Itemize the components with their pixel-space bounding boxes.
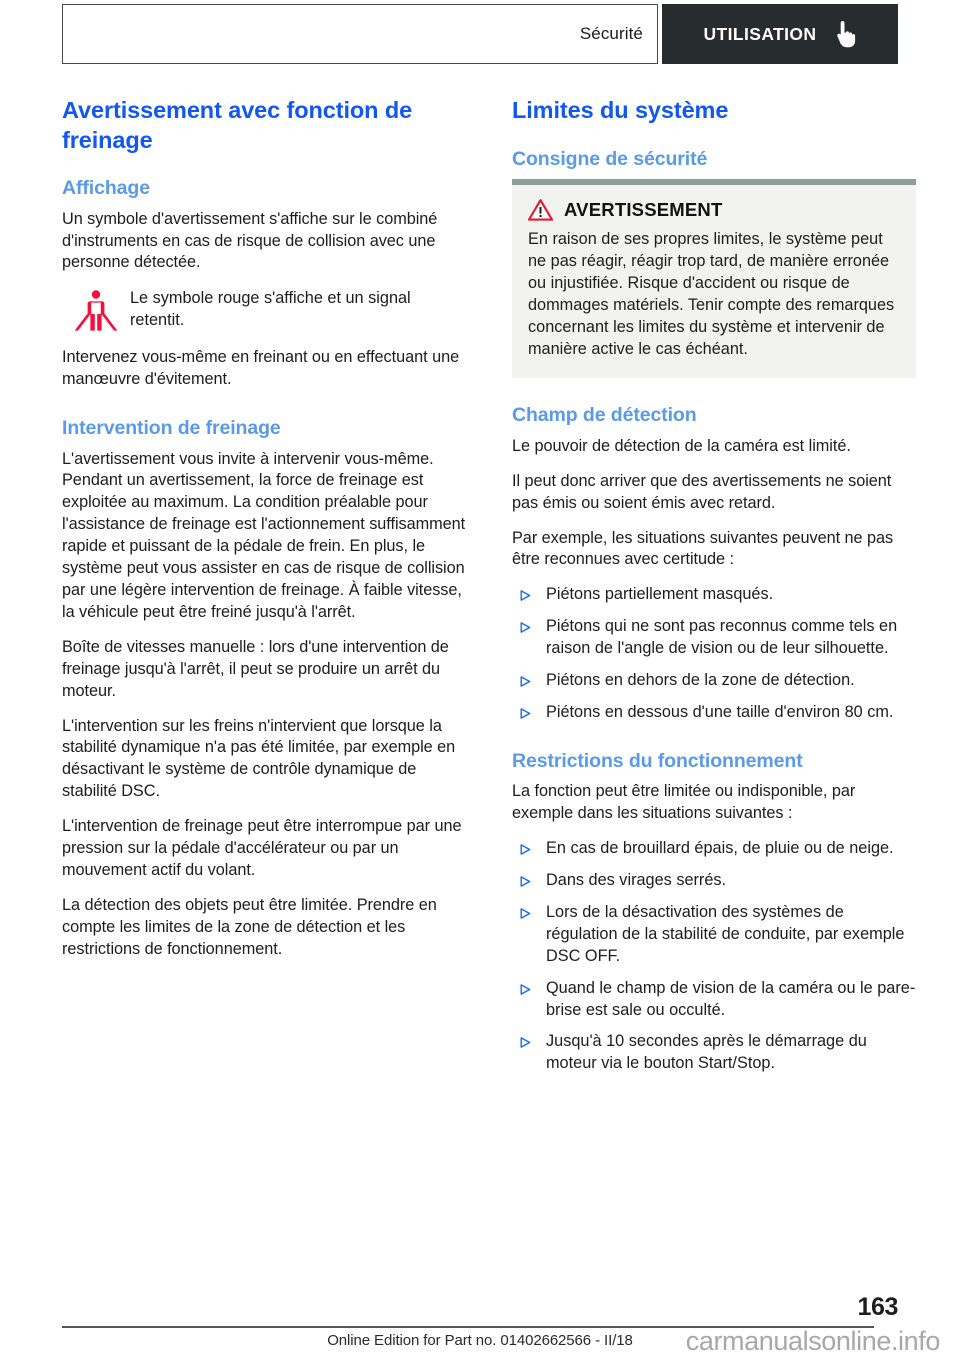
restrictions-bullet-list bbox=[512, 838, 916, 1075]
warning-callout-header bbox=[528, 199, 900, 221]
list-item bbox=[512, 616, 916, 660]
warning-callout-title: AVERTISSEMENT bbox=[564, 199, 723, 220]
heading-intervention-de-freinage: Intervention de freinage bbox=[62, 417, 281, 440]
paragraph: L'intervention de freinage peut être interrompue par une pression sur la pédale d'accélérateur ou par un mouvement actif du volant. bbox=[62, 817, 462, 879]
left-column bbox=[62, 96, 466, 974]
warning-callout bbox=[512, 179, 916, 378]
heading-affichage: Affichage bbox=[62, 177, 150, 200]
pedestrian-warning-icon bbox=[62, 287, 130, 333]
section-tab-utilisation bbox=[662, 4, 898, 64]
right-column bbox=[512, 96, 916, 1087]
list-item-label: Dans des virages serrés. bbox=[546, 871, 727, 889]
heading-restrictions-du-fonctionnement: Restrictions du fonctionnement bbox=[512, 749, 803, 772]
bullet-triangle-icon bbox=[520, 708, 531, 719]
list-item-label: Piétons partiellement masqués. bbox=[546, 585, 774, 604]
left-column-title: Avertissement avec fonction de freinage bbox=[62, 97, 413, 153]
bullet-triangle-icon bbox=[520, 590, 531, 601]
paragraph: L'avertissement vous invite à intervenir vous-même. Pendant un avertissement, la force de freinage est exploitée au maximum. La condition préalable pour l'assistance de freinage est l'actionnement suffisamment rapide et puissant de la pédale de frein. En plus, le système peut vous assister en cas de risque de collision par une légère intervention de freinage. À faible vitesse, la véhicule peut être freiné jusqu'à l'arrêt. bbox=[62, 449, 466, 621]
breadcrumb bbox=[62, 4, 658, 64]
symbol-legend-text: Le symbole rouge s'affiche et un signal retentit. bbox=[130, 289, 411, 330]
page-footer bbox=[0, 1286, 960, 1362]
paragraph: L'intervention sur les freins n'intervient que lorsque la stabilité dynamique n'a pas été limitée, par exemple en désactivant le système de contrôle dynamique de stabilité DSC. bbox=[62, 716, 456, 801]
page-header bbox=[62, 4, 898, 64]
list-item bbox=[512, 902, 916, 968]
paragraph: Par exemple, les situations suivantes peuvent ne pas être reconnues avec certitude : bbox=[512, 528, 894, 569]
footer-edition-text: Online Edition for Part no. 01402662566 - II/18 bbox=[327, 1332, 633, 1349]
bullet-triangle-icon bbox=[520, 984, 531, 995]
heading-champ-de-detection: Champ de détection bbox=[512, 404, 697, 427]
symbol-legend-row bbox=[62, 287, 466, 333]
paragraph: La fonction peut être limitée ou indisponible, par exemple dans les situations suivantes : bbox=[512, 782, 856, 823]
bullet-triangle-icon bbox=[520, 876, 531, 887]
warning-triangle-icon bbox=[528, 199, 553, 221]
list-item-label: Piétons en dehors de la zone de détection. bbox=[546, 671, 855, 690]
list-item-label: Quand le champ de vision de la caméra ou le pare-brise est sale ou occulté. bbox=[546, 978, 916, 1019]
bullet-triangle-icon bbox=[520, 1037, 531, 1048]
list-item bbox=[512, 702, 916, 724]
heading-consigne-de-securite: Consigne de sécurité bbox=[512, 147, 708, 170]
bullet-triangle-icon bbox=[520, 908, 531, 919]
paragraph: Boîte de vitesses manuelle : lors d'une intervention de freinage jusqu'à l'arrêt, il peut se produire un arrêt du moteur. bbox=[62, 637, 449, 700]
list-item-label: Piétons en dessous d'une taille d'environ 80 cm. bbox=[546, 702, 894, 721]
list-item-label: Jusqu'à 10 secondes après le démarrage du moteur via le bouton Start/Stop. bbox=[546, 1032, 867, 1073]
list-item bbox=[512, 584, 916, 606]
right-column-title: Limites du système bbox=[512, 97, 729, 123]
list-item-label: Piétons qui ne sont pas reconnus comme tels en raison de l'angle de vision ou de leur silhouette. bbox=[546, 617, 898, 658]
bullet-triangle-icon bbox=[520, 844, 531, 855]
list-item bbox=[512, 1031, 916, 1075]
paragraph: La détection des objets peut être limitée. Prendre en compte les limites de la zone de détection et les restrictions de fonctionnement. bbox=[62, 895, 437, 958]
list-item bbox=[512, 870, 916, 892]
pointing-hand-icon bbox=[834, 20, 856, 48]
bullet-triangle-icon bbox=[520, 676, 531, 687]
list-item-label: Lors de la désactivation des systèmes de régulation de la stabilité de conduite, par exemple DSC OFF. bbox=[546, 902, 905, 965]
list-item-label: En cas de brouillard épais, de pluie ou de neige. bbox=[546, 839, 894, 858]
list-item bbox=[512, 670, 916, 692]
paragraph: Un symbole d'avertissement s'affiche sur le combiné d'instruments en cas de risque de collision avec une personne détectée. bbox=[62, 209, 438, 272]
list-item bbox=[512, 838, 916, 860]
list-item bbox=[512, 978, 916, 1022]
watermark: carmanualsonline.info bbox=[685, 1326, 940, 1356]
warning-callout-body: En raison de ses propres limites, le système peut ne pas réagir, réagir trop tard, de manière erronée ou injustifiée. Risque d'accident ou risque de dommages matériels. Tenir compte des remarques concernant les limites du système et intervenir de manière active le cas échéant. bbox=[528, 230, 895, 358]
detection-bullet-list bbox=[512, 584, 916, 724]
paragraph: Il peut donc arriver que des avertissements ne soient pas émis ou soient émis avec retard. bbox=[512, 471, 892, 512]
paragraph: Le pouvoir de détection de la caméra est limité. bbox=[512, 436, 851, 455]
bullet-triangle-icon bbox=[520, 622, 531, 633]
page-number: 163 bbox=[857, 1293, 898, 1321]
section-tab-label: UTILISATION bbox=[703, 23, 817, 44]
paragraph: Intervenez vous-même en freinant ou en effectuant une manœuvre d'évitement. bbox=[62, 348, 460, 389]
breadcrumb-label: Sécurité bbox=[579, 24, 643, 43]
